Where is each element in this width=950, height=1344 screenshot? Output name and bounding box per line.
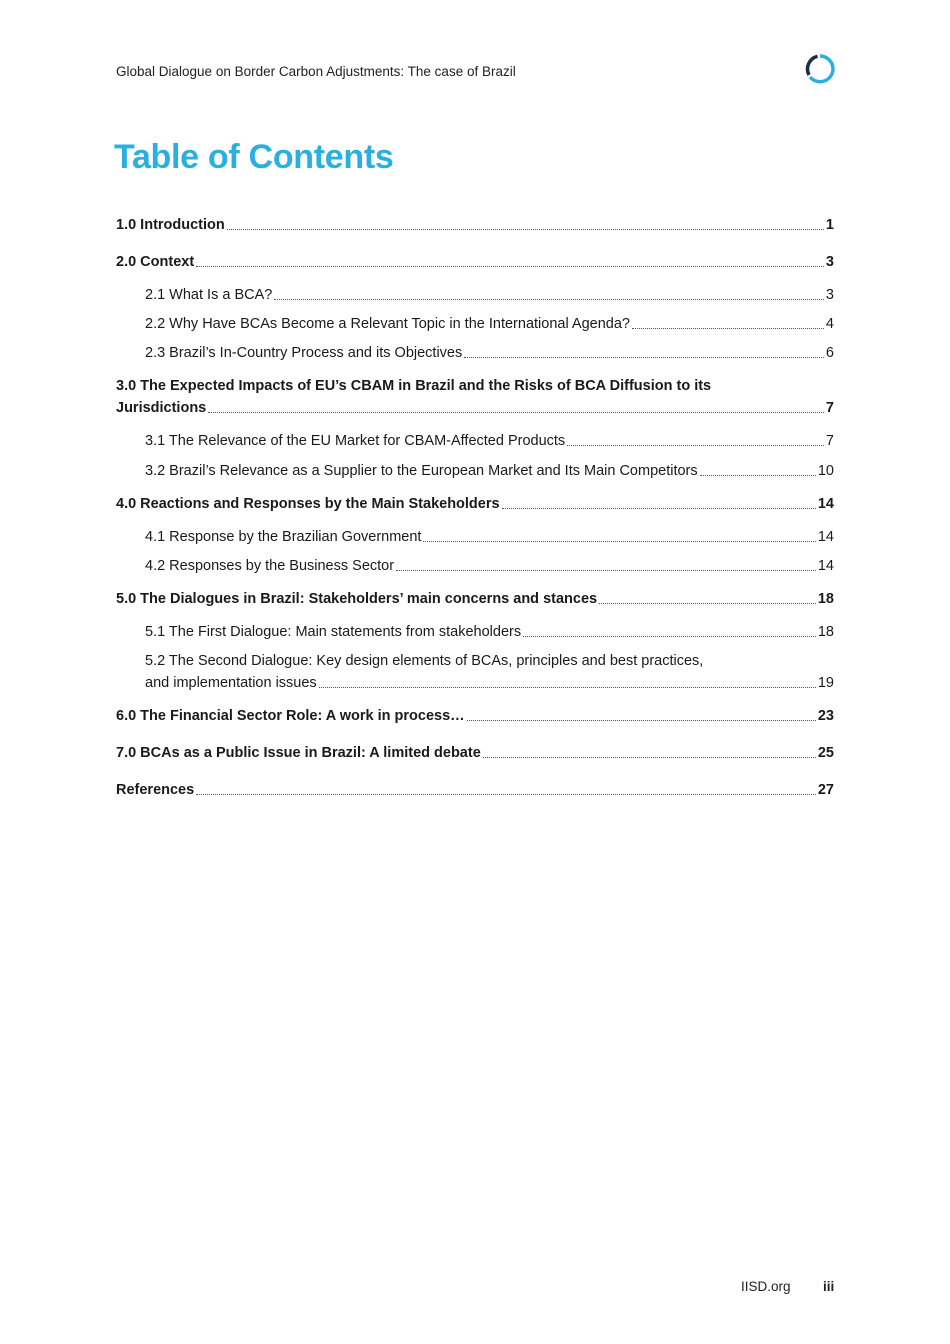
dot-leader [599,603,816,604]
toc-page-number: 14 [817,529,834,545]
toc-page-number: 14 [817,558,834,574]
dot-leader [700,475,816,476]
dot-leader [464,357,824,358]
dot-leader [502,508,816,509]
toc-label: 1.0 Introduction [116,217,225,233]
toc-entry-eu-market-relevance[interactable] [116,430,834,452]
toc-page-number: 4 [825,316,834,332]
page-title: Table of Contents [114,138,394,176]
toc-page-number: 6 [825,345,834,361]
toc-entry-references[interactable] [116,779,834,801]
toc-page-number: 18 [817,624,834,640]
toc-label: 2.1 What Is a BCA? [145,287,273,303]
toc-entry-dialogues-in-brazil[interactable] [116,588,834,610]
dot-leader [196,266,824,267]
dot-leader [632,328,824,329]
toc-page-number: 3 [825,287,834,303]
footer-page-number: iii [823,1279,835,1294]
toc-label: 6.0 The Financial Sector Role: A work in process… [116,708,465,724]
iisd-logo-icon [804,53,836,85]
toc-page-number: 18 [817,591,834,607]
footer-site-link[interactable]: IISD.org [741,1279,791,1294]
dot-leader [523,636,816,637]
toc-label: 4.0 Reactions and Responses by the Main Stakeholders [116,496,500,512]
toc-label: 5.0 The Dialogues in Brazil: Stakeholders’ main concerns and stances [116,591,598,607]
toc-entry-in-country-process[interactable] [116,342,834,364]
dot-leader [274,299,824,300]
toc-page-number: 27 [817,782,834,798]
toc-label: 2.0 Context [116,254,195,270]
toc-entry-brazil-supplier[interactable] [116,460,834,482]
dot-leader [196,794,816,795]
toc-label-line2: Jurisdictions [116,400,207,416]
toc-entry-reactions-responses[interactable] [116,493,834,515]
toc-entry-context[interactable] [116,251,834,273]
running-header: Global Dialogue on Border Carbon Adjustments: The case of Brazil [116,64,516,79]
toc-label: 4.2 Responses by the Business Sector [145,558,395,574]
dot-leader [208,412,824,413]
toc-page-number: 23 [817,708,834,724]
dot-leader [423,541,815,542]
toc-entry-financial-sector[interactable] [116,705,834,727]
dot-leader [467,720,816,721]
toc-entry-public-issue[interactable] [116,742,834,764]
toc-page-number: 7 [825,400,834,416]
toc-label: 3.2 Brazil’s Relevance as a Supplier to the European Market and Its Main Competitors [145,463,698,479]
toc-entry-introduction[interactable] [116,214,834,236]
dot-leader [319,687,816,688]
dot-leader [227,229,824,230]
toc-label: 3.1 The Relevance of the EU Market for CBAM-Affected Products [145,433,566,449]
toc-entry-second-dialogue[interactable] [116,650,834,694]
toc-page-number: 3 [825,254,834,270]
toc-label: References [116,782,195,798]
toc-page-number: 19 [817,675,834,691]
toc-label: 2.2 Why Have BCAs Become a Relevant Topic in the International Agenda? [145,316,630,332]
dot-leader [483,757,816,758]
toc-page-number: 10 [817,463,834,479]
toc-page-number: 25 [817,745,834,761]
toc-entry-first-dialogue[interactable] [116,621,834,643]
toc-entry-brazilian-government[interactable] [116,526,834,548]
toc-entry-what-is-bca[interactable] [116,284,834,306]
toc-label: 5.1 The First Dialogue: Main statements from stakeholders [145,624,522,640]
toc-entry-expected-impacts[interactable] [116,375,834,419]
dot-leader [396,570,816,571]
toc-label: 7.0 BCAs as a Public Issue in Brazil: A limited debate [116,745,481,761]
toc-page-number: 1 [825,217,834,233]
dot-leader [567,445,824,446]
toc-entry-why-bcas-relevant[interactable] [116,313,834,335]
toc-page-number: 14 [817,496,834,512]
toc-label-line2: and implementation issues [145,675,317,691]
toc-label: 2.3 Brazil’s In-Country Process and its Objectives [145,345,463,361]
toc-label: 4.1 Response by the Brazilian Government [145,529,422,545]
toc-page-number: 7 [825,433,834,449]
toc-label-line1: 5.2 The Second Dialogue: Key design elements of BCAs, principles and best practices, [145,653,704,669]
toc-label-line1: 3.0 The Expected Impacts of EU’s CBAM in Brazil and the Risks of BCA Diffusion to its [116,378,712,394]
toc-entry-business-sector[interactable] [116,555,834,577]
